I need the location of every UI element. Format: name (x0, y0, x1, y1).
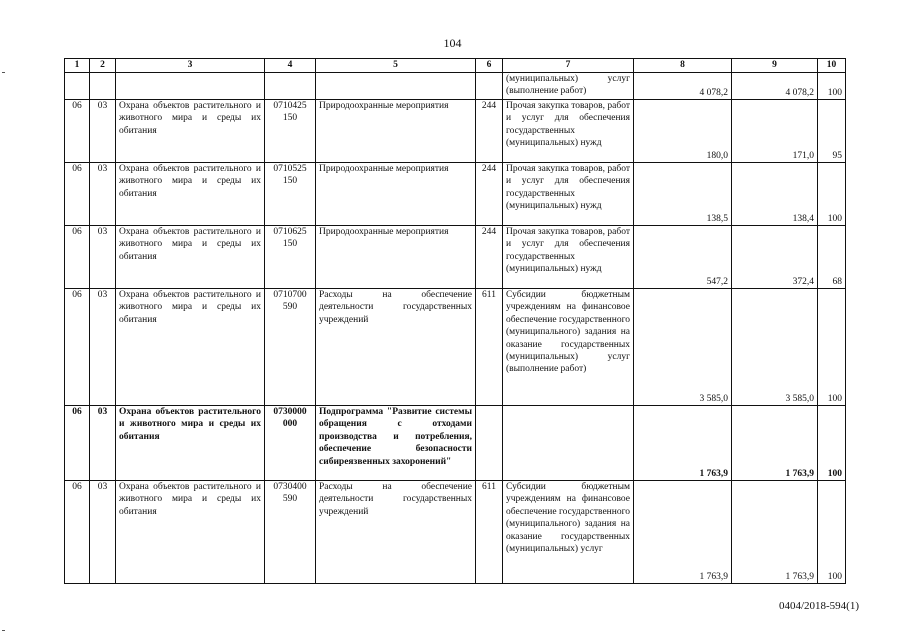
expense-type-name: Субсидии бюджетным учреждениям на финансовое обеспечение государственного (муниципального) задания на оказание государственных (муниципальных) услуг (503, 481, 634, 584)
target-article-code: 0710700 590 (265, 289, 316, 406)
planned-amount: 3 585,0 (634, 289, 732, 406)
header-cell: 3 (116, 59, 265, 73)
planned-amount: 4 078,2 (634, 73, 732, 100)
section-name: Охрана объектов растительного и животного мира и среды их обитания (116, 226, 265, 289)
table-row (65, 100, 846, 163)
executed-amount: 372,4 (732, 226, 818, 289)
header-cell: 1 (65, 59, 90, 73)
section-code: 06 (65, 406, 90, 481)
executed-amount: 4 078,2 (732, 73, 818, 100)
executed-amount: 138,4 (732, 163, 818, 226)
execution-percent: 100 (818, 73, 846, 100)
scan-mark-left (2, 72, 5, 73)
execution-percent: 100 (818, 481, 846, 584)
section-code: 06 (65, 289, 90, 406)
target-article-name: Природоохранные мероприятия (316, 163, 476, 226)
execution-percent: 100 (818, 406, 846, 481)
table-row (65, 289, 846, 406)
target-article-code: 0710625 150 (265, 226, 316, 289)
page-number: 104 (443, 36, 462, 50)
table-row (65, 73, 846, 100)
subsection-code: 03 (90, 406, 116, 481)
executed-amount: 1 763,9 (732, 481, 818, 584)
section-name: Охрана объектов растительного и животного мира и среды их обитания (116, 100, 265, 163)
subsection-code: 03 (90, 226, 116, 289)
expense-type-name: (муниципальных) услуг (выполнение работ) (503, 73, 634, 100)
section-name: Охрана объектов растительного и животного мира и среды их обитания (116, 163, 265, 226)
target-article-code: 0730400 590 (265, 481, 316, 584)
expense-type-name: Субсидии бюджетным учреждениям на финансовое обеспечение государственного (муниципального) задания на оказание государственных (муниципальных) услуг (выполнение работ) (503, 289, 634, 406)
header-cell: 4 (265, 59, 316, 73)
target-article-name (316, 73, 476, 100)
header-cell: 9 (732, 59, 818, 73)
section-code: 06 (65, 481, 90, 584)
expense-type-name: Прочая закупка товаров, работ и услуг для обеспечения государственных (муниципальных) нужд (503, 226, 634, 289)
expense-type-code: 611 (476, 289, 503, 406)
executed-amount: 1 763,9 (732, 406, 818, 481)
target-article-name: Расходы на обеспечение деятельности государственных учреждений (316, 289, 476, 406)
subsection-code: 03 (90, 289, 116, 406)
section-code: 06 (65, 226, 90, 289)
executed-amount: 171,0 (732, 100, 818, 163)
table-row-subprogram (65, 406, 846, 481)
subsection-code: 03 (90, 100, 116, 163)
target-article-code: 0710425 150 (265, 100, 316, 163)
section-name (116, 73, 265, 100)
planned-amount: 1 763,9 (634, 406, 732, 481)
document-code: 0404/2018-594(1) (778, 600, 859, 612)
planned-amount: 547,2 (634, 226, 732, 289)
section-code: 06 (65, 163, 90, 226)
target-article-name: Подпрограмма "Развитие системы обращения с отходами производства и потребления, обеспечение безопасности сибиреязвенных захоронений" (316, 406, 476, 481)
table-row (65, 481, 846, 584)
planned-amount: 138,5 (634, 163, 732, 226)
execution-percent: 95 (818, 100, 846, 163)
expense-type-name: Прочая закупка товаров, работ и услуг для обеспечения государственных (муниципальных) нужд (503, 163, 634, 226)
budget-table (64, 58, 846, 584)
section-name: Охрана объектов растительного и животного мира и среды их обитания (116, 289, 265, 406)
header-cell: 5 (316, 59, 476, 73)
subsection-code (90, 73, 116, 100)
target-article-code: 0710525 150 (265, 163, 316, 226)
planned-amount: 180,0 (634, 100, 732, 163)
header-cell: 8 (634, 59, 732, 73)
execution-percent: 100 (818, 163, 846, 226)
expense-type-code (476, 406, 503, 481)
target-article-name: Расходы на обеспечение деятельности государственных учреждений (316, 481, 476, 584)
target-article-code: 0730000 000 (265, 406, 316, 481)
execution-percent: 100 (818, 289, 846, 406)
execution-percent: 68 (818, 226, 846, 289)
table-row (65, 226, 846, 289)
header-cell: 2 (90, 59, 116, 73)
expense-type-name: Прочая закупка товаров, работ и услуг для обеспечения государственных (муниципальных) нужд (503, 100, 634, 163)
expense-type-code: 244 (476, 100, 503, 163)
header-cell: 7 (503, 59, 634, 73)
table-row (65, 163, 846, 226)
expense-type-code: 244 (476, 226, 503, 289)
planned-amount: 1 763,9 (634, 481, 732, 584)
expense-type-code: 244 (476, 163, 503, 226)
section-code (65, 73, 90, 100)
target-article-code (265, 73, 316, 100)
scan-mark-left-bottom (2, 630, 5, 631)
executed-amount: 3 585,0 (732, 289, 818, 406)
target-article-name: Природоохранные мероприятия (316, 100, 476, 163)
header-cell: 10 (818, 59, 846, 73)
section-name: Охрана объектов растительного и животного мира и среды их обитания (116, 406, 265, 481)
subsection-code: 03 (90, 163, 116, 226)
target-article-name: Природоохранные мероприятия (316, 226, 476, 289)
header-row (65, 59, 846, 73)
section-name: Охрана объектов растительного и животного мира и среды их обитания (116, 481, 265, 584)
section-code: 06 (65, 100, 90, 163)
subsection-code: 03 (90, 481, 116, 584)
header-cell: 6 (476, 59, 503, 73)
expense-type-code (476, 73, 503, 100)
expense-type-code: 611 (476, 481, 503, 584)
expense-type-name (503, 406, 634, 481)
